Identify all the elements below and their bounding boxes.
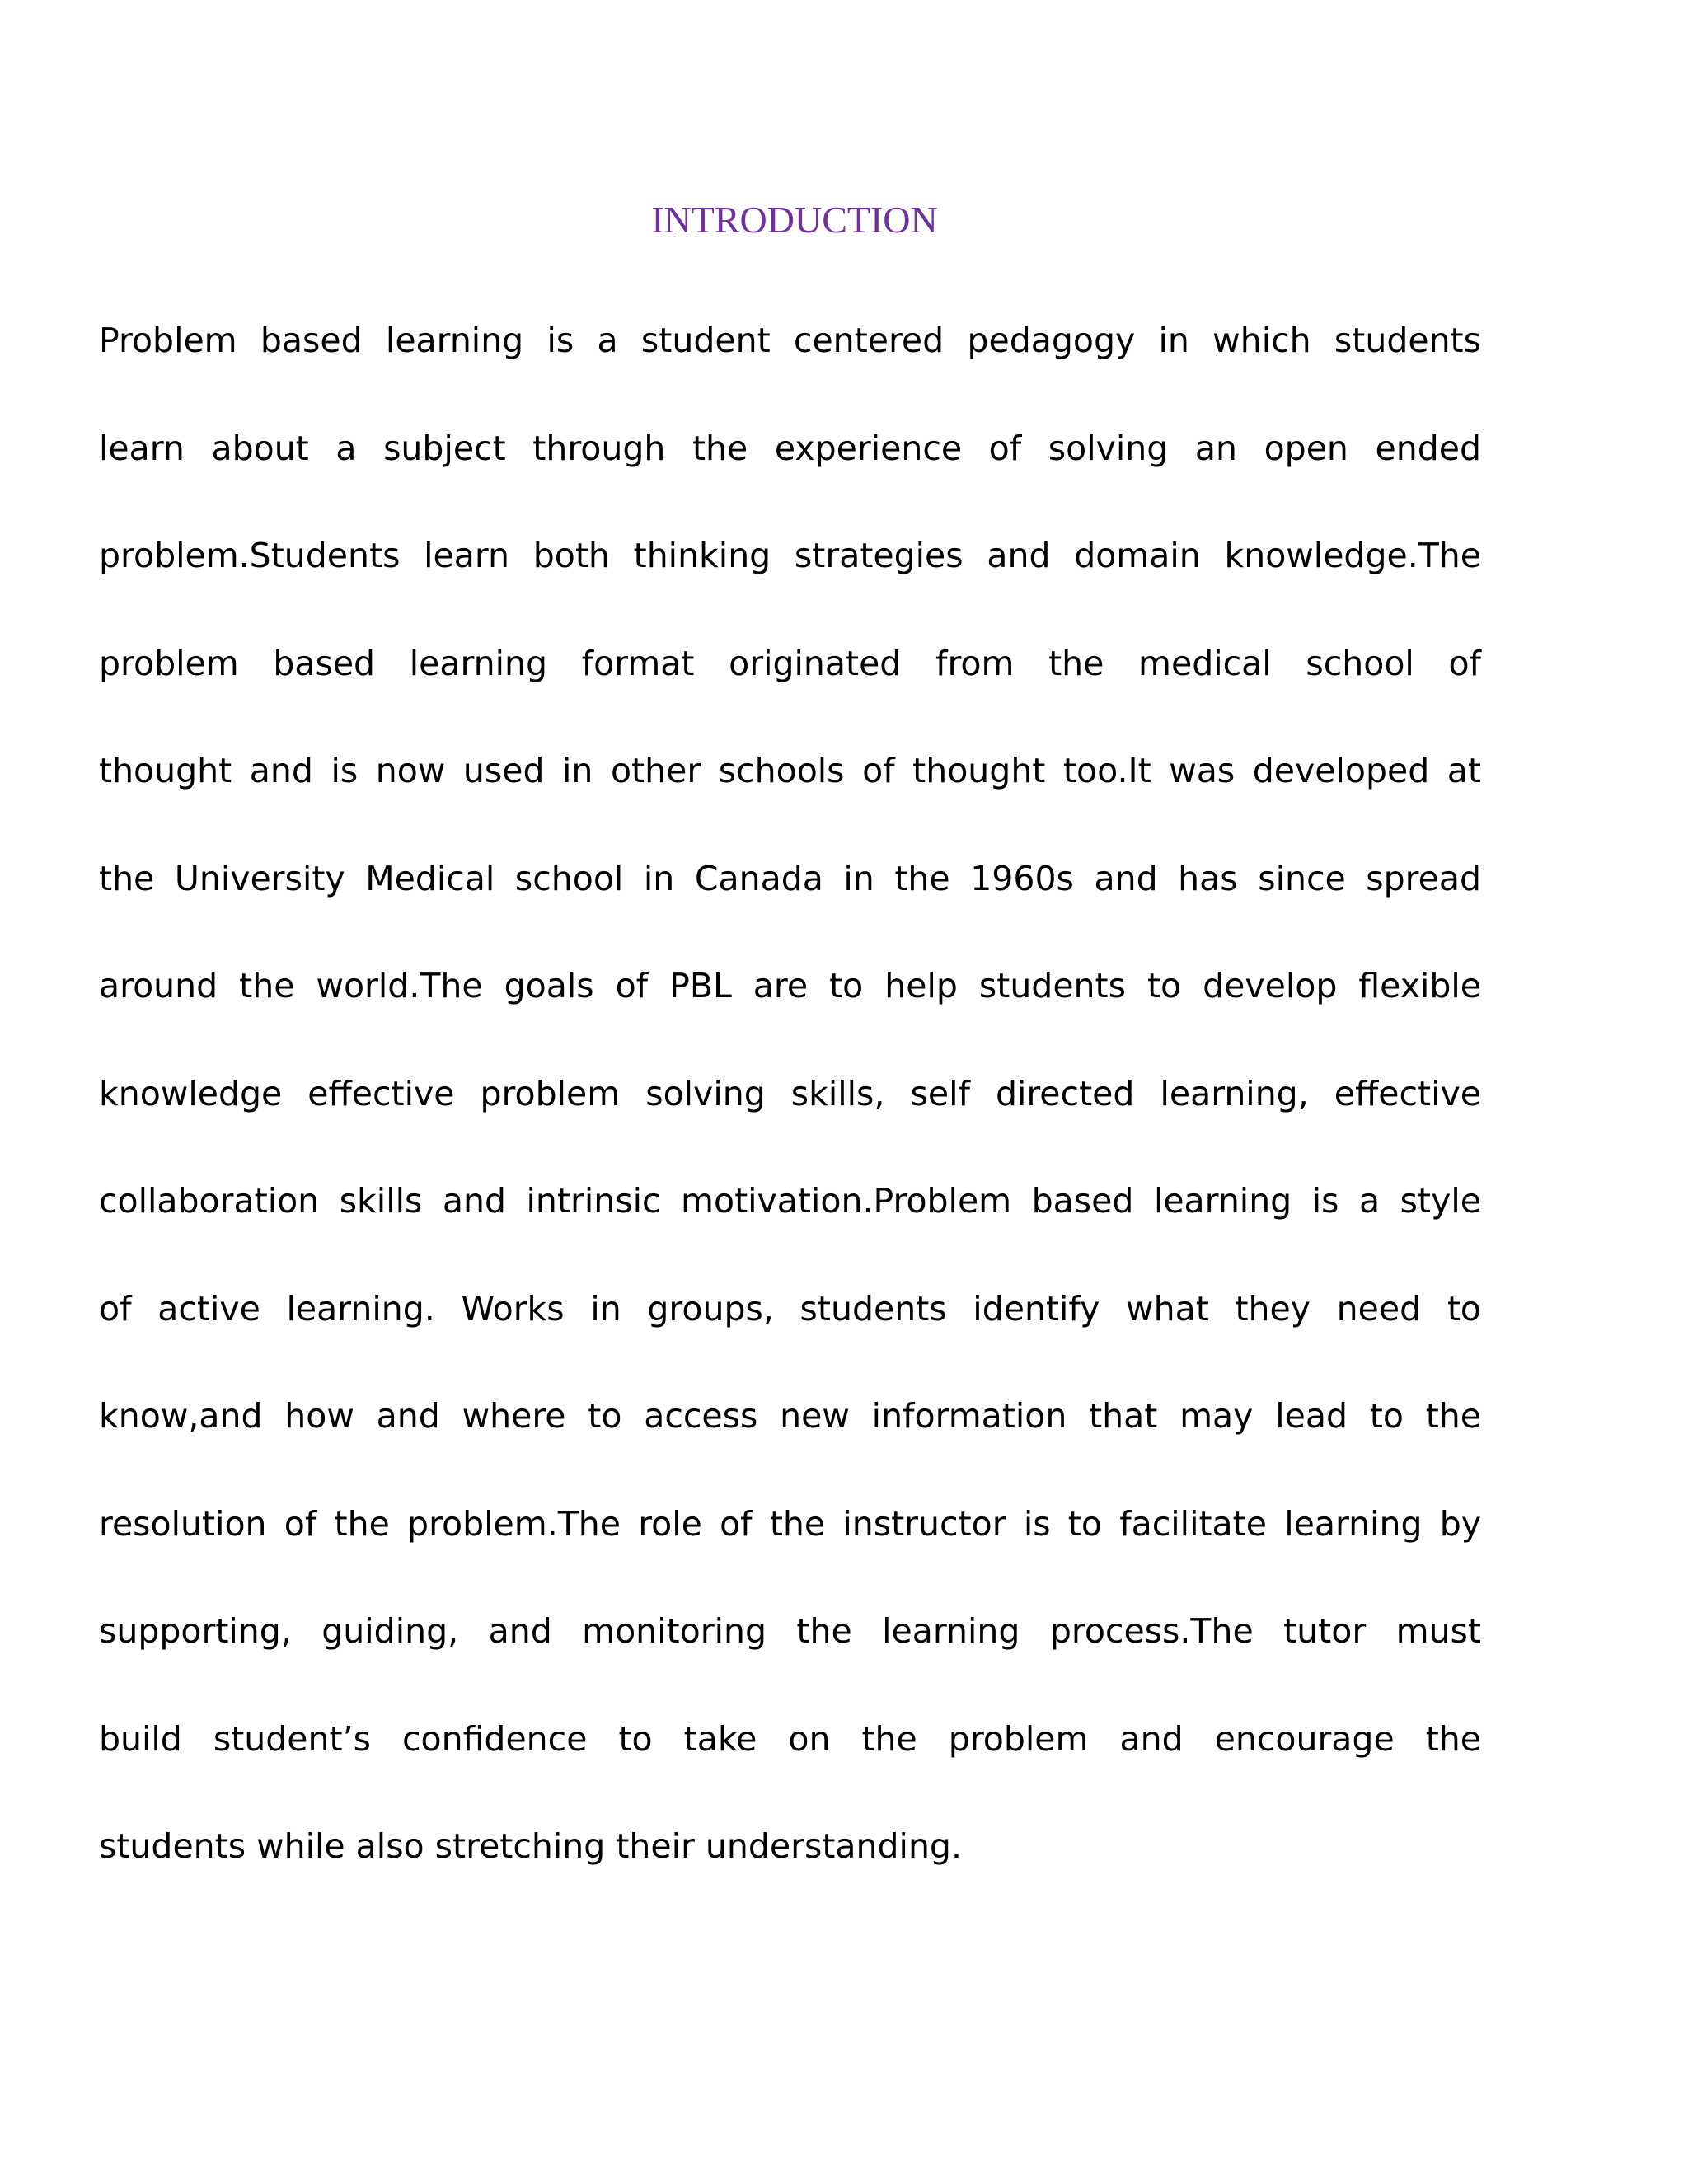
paragraph-line-2: learn about a subject through the experience of solving an open ended (99, 428, 1481, 468)
introduction-paragraph (99, 312, 1481, 1925)
paragraph-line-10: of active learning. Works in groups, students identify what they need to (99, 1288, 1481, 1329)
paragraph-line-4: problem based learning format originated from the medical school of (99, 643, 1481, 683)
paragraph-line-13: supporting, guiding, and monitoring the learning process.The tutor must (99, 1611, 1481, 1651)
paragraph-line-6: the University Medical school in Canada in the 1960s and has since spread (99, 858, 1481, 898)
paragraph-line-7: around the world.The goals of PBL are to help students to develop flexible (99, 966, 1481, 1005)
paragraph-line-12: resolution of the problem.The role of the instructor is to facilitate learning by (99, 1503, 1481, 1544)
paragraph-line-11: know,and how and where to access new information that may lead to the (99, 1396, 1481, 1436)
paragraph-line-5: thought and is now used in other schools of thought too.It was developed at (99, 751, 1481, 790)
paragraph-line-9: collaboration skills and intrinsic motivation.Problem based learning is a style (99, 1181, 1481, 1221)
paragraph-line-8: knowledge effective problem solving skills, self directed learning, effective (99, 1073, 1481, 1113)
paragraph-line-14: build student’s confidence to take on the problem and encourage the (99, 1718, 1481, 1759)
section-heading: INTRODUCTION (651, 199, 938, 241)
paragraph-line-3: problem.Students learn both thinking strategies and domain knowledge.The (99, 536, 1481, 575)
paragraph-line-15: students while also stretching their understanding. (99, 1826, 962, 1866)
paragraph-line-1: Problem based learning is a student centered pedagogy in which students (99, 321, 1481, 360)
